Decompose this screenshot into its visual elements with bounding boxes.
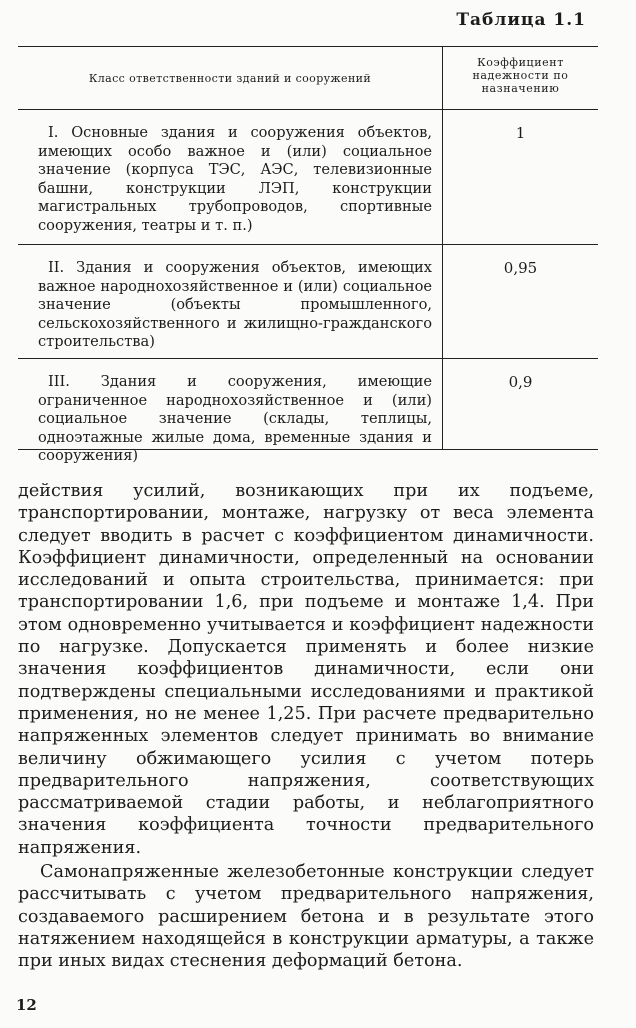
responsibility-class-table xyxy=(18,46,598,465)
page-number: 12 xyxy=(16,996,37,1014)
coefficient-value: 0,9 xyxy=(508,373,533,391)
class-description: III. Здания и сооружения, имеющие ограниченное народнохозяйственное и (или) социальное значение (склады, теплицы, одноэтажные жилые дома, временные здания и сооружения) xyxy=(18,359,443,449)
header-coefficient-column: Коэффициент надежности по назначению xyxy=(472,56,569,95)
class-description: II. Здания и сооружения объектов, имеющих важное народнохозяйственное и (или) социальное значение (объекты промышленного, сельскохозяйственного и жилищно-гражданского строительства) xyxy=(18,245,443,358)
table-row xyxy=(18,245,598,358)
body-text xyxy=(18,480,594,973)
class-description: I. Основные здания и сооружения объектов, имеющих особо важное и (или) социальное значение (корпуса ТЭС, АЭС, телевизионные башни, конструкции ЛЭП, конструкции магистральных трубопроводов, спортивные сооружения, театры и т. п.) xyxy=(18,110,443,244)
coefficient-value: 0,95 xyxy=(503,259,538,277)
coefficient-value: 1 xyxy=(515,124,526,142)
table-row xyxy=(18,359,598,465)
body-paragraph: Самонапряженные железобетонные конструкции следует рассчитывать с учетом предварительного напряжения, создаваемого расширением бетона и в результате этого натяжением находящейся в конструкции арматуры, а также при иных видах стеснения деформаций бетона. xyxy=(18,862,594,972)
body-paragraph: действия усилий, возникающих при их подъеме, транспортировании, монтаже, нагрузку от веса элемента следует вводить в расчет с коэффициентом динамичности. Коэффициент динамичности, определенный на основании исследований и опыта строительства, принимается: при транспортировании 1,6, при подъеме и монтаже 1,4. При этом одновременно учитывается и коэффициент надежности по нагрузке. Допускается применять и более низкие значения коэффициентов динамичности, если они подтверждены специальными исследованиями и практикой применения, но не менее 1,25. При расчете предварительно напряженных элементов следует принимать во внимание величину обжимающего усилия с учетом потерь предварительного напряжения, соответствующих рассматриваемой стадии работы, и неблагоприятного значения коэффициента точности предварительного напряжения. xyxy=(18,481,594,858)
table-caption: Таблица 1.1 xyxy=(456,10,586,30)
table-row xyxy=(18,110,598,244)
table-header-row xyxy=(18,47,598,109)
header-class-column: Класс ответственности зданий и сооружений xyxy=(18,47,443,109)
